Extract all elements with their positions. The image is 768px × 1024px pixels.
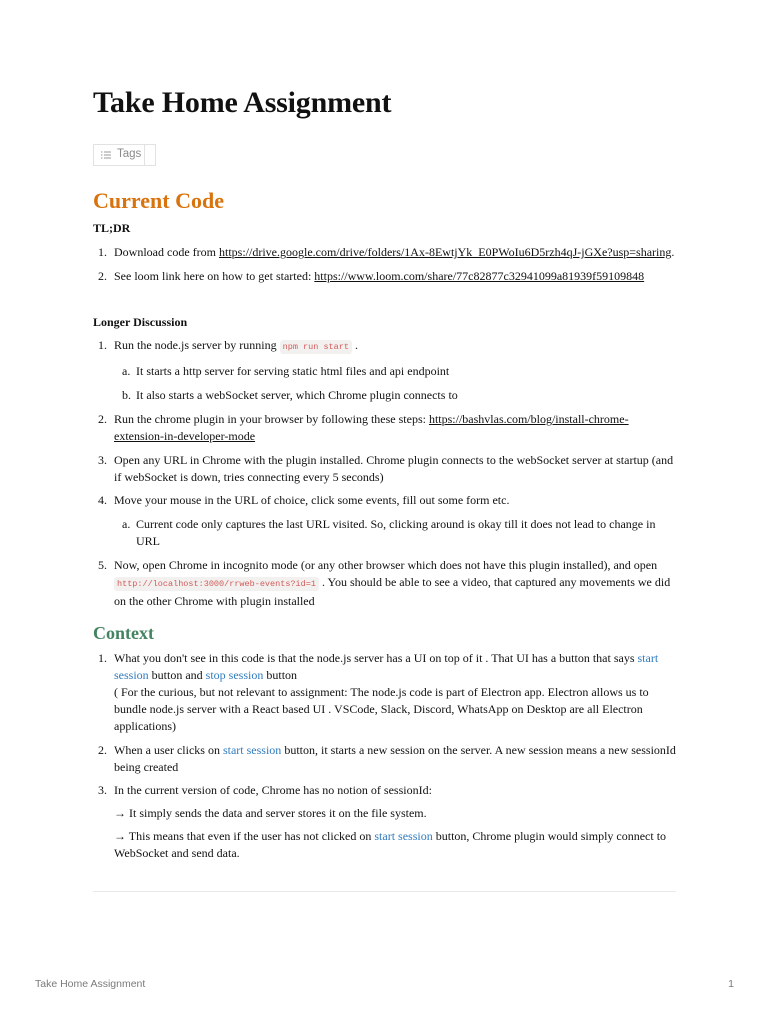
- context-list: [93, 650, 676, 862]
- list-item: 3. Open any URL in Chrome with the plugin installed. Chrome plugin connects to the webSocket server at startup (and if webSocket is down, tries connecting every 5 seconds): [98, 453, 674, 484]
- list-item: 2. When a user clicks on start session button, it starts a new session on the server. A new session means a new sessionId being created: [98, 743, 676, 774]
- list-item: 5. Now, open Chrome in incognito mode (or any other browser which does not have this plugin installed), and open http://localhost:3000/rrweb-events?id=1 . You should be able to see a video, that captured any movements we did on the other Chrome with plugin installed: [98, 558, 671, 608]
- longer-discussion-list: [93, 337, 676, 610]
- footer-title: Take Home Assignment: [35, 978, 146, 990]
- list-item: 2. See loom link here on how to get started: https://www.loom.com/share/77c82877c32941099a81939f59109848: [98, 269, 645, 283]
- page-number: 1: [728, 978, 734, 990]
- arrow-paragraph: → This means that even if the user has not clicked on start session button, Chrome plugin would simply connect to WebSocket and send data.: [114, 829, 667, 860]
- tldr-label: TL;DR: [93, 221, 131, 235]
- list-item: 2. Run the chrome plugin in your browser by following these steps: https://bashvlas.com/blog/install-chrome-extension-in-developer-mode: [98, 412, 629, 443]
- drive-link[interactable]: https://drive.google.com/drive/folders/1Ax-8EwtjYk_E0PWoIu6D5rzh4qJ-jGXe?usp=sharing: [218, 245, 672, 259]
- list-item: 1. Download code from https://drive.google.com/drive/folders/1Ax-8EwtjYk_E0PWoIu6D5rzh4qJ-jGXe?usp=sharing.: [98, 245, 675, 259]
- context-heading: Context: [93, 623, 154, 643]
- inline-code: http://localhost:3000/rrweb-events?id=1: [114, 577, 319, 591]
- sub-list: [114, 363, 676, 404]
- inline-code: npm run start: [280, 340, 352, 354]
- stop-session-highlight: stop session: [205, 668, 264, 682]
- tags-property[interactable]: [93, 144, 156, 166]
- current-code-heading: Current Code: [93, 188, 224, 213]
- sub-list: [114, 516, 676, 550]
- list-item: b. It also starts a webSocket server, which Chrome plugin connects to: [122, 388, 458, 402]
- list-item: 1. Run the node.js server by running npm run start . a. It starts a http server for serving static html files and api endpoint b. It also starts a webSocket server, which Chrome plugin connects to: [93, 337, 676, 404]
- electron-note: ( For the curious, but not relevant to assignment: The node.js code is part of Electron app. Electron allows us to bundle node.js server with a React based UI . VSCode, Slack, Discord, WhatsApp on Desktop are all Electron applications): [114, 685, 649, 733]
- loom-link[interactable]: https://www.loom.com/share/77c82877c32941099a81939f59109848: [314, 269, 645, 283]
- list-item: 1. What you don't see in this code is that the node.js server has a UI on top of it . That UI has a button that says start session button and stop session button ( For the curious, but not relevant to assignment: The node.js code is part of Electron app. Electron allows us to bundle node.js server with a React based UI . VSCode, Slack, Discord, WhatsApp on Desktop are all Electron applications): [93, 650, 676, 735]
- tldr-list: [93, 244, 676, 285]
- list-item: a. It starts a http server for serving static html files and api endpoint: [122, 364, 450, 378]
- list-item: a. Current code only captures the last URL visited. So, clicking around is okay till it does not lead to change in URL: [122, 517, 656, 548]
- start-session-highlight: start session: [114, 651, 659, 682]
- list-item: 3. In the current version of code, Chrome has no notion of sessionId: → It simply sends the data and server stores it on the file system. → This means that even if the user has not clicked on start session button, Chrome plugin would simply connect to WebSocket and send data.: [93, 782, 676, 862]
- start-session-highlight: start session: [222, 743, 282, 757]
- page-divider: [93, 891, 676, 892]
- longer-discussion-label: Longer Discussion: [93, 315, 188, 329]
- install-plugin-link[interactable]: https://bashvlas.com/blog/install-chrome-extension-in-developer-mode: [114, 412, 629, 443]
- tags-label: Tags: [117, 148, 142, 160]
- arrow-paragraph: → It simply sends the data and server stores it on the file system.: [114, 806, 427, 820]
- list-item: 4. Move your mouse in the URL of choice, click some events, fill out some form etc. a. Current code only captures the last URL visited. So, clicking around is okay till it does not lead to change in URL: [93, 492, 676, 550]
- list-icon: [101, 150, 111, 160]
- tags-divider: [144, 145, 145, 165]
- page-title: Take Home Assignment: [93, 86, 392, 119]
- start-session-highlight: start session: [374, 829, 433, 843]
